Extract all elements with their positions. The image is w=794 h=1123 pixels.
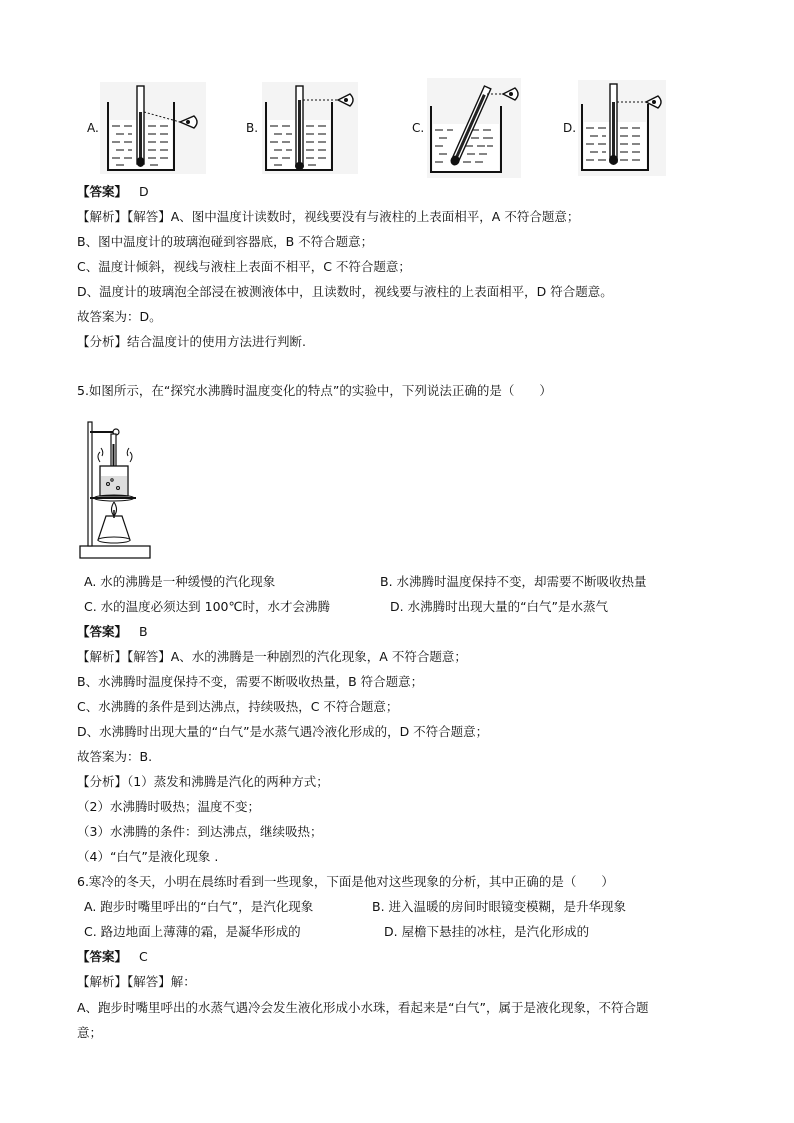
q5-analysis-line: B、水沸腾时温度保持不变，需要不断吸收热量，B 符合题意； <box>77 674 424 689</box>
thermometer-diagram-c <box>427 78 521 178</box>
answer-tag: 【答案】 <box>77 184 128 199</box>
q5-analysis-line: D、水沸腾时出现大量的“白气”是水蒸气遇冷液化形成的，D 不符合题意； <box>77 724 489 739</box>
q4-figure-a <box>100 82 206 174</box>
q6-option-b: B. 进入温暖的房间时眼镜变模糊，是升华现象 <box>372 899 627 914</box>
q4-figure-label-b: B. <box>246 121 259 135</box>
q5-analysis-line: 【解析】【解答】A、水的沸腾是一种剧烈的汽化现象，A 不符合题意； <box>77 649 467 664</box>
q6-option-d: D. 屋檐下悬挂的冰柱，是汽化形成的 <box>384 924 590 939</box>
q4-figure-d <box>578 80 666 176</box>
q5-analysis-line: C、水沸腾的条件是到达沸点，持续吸热，C 不符合题意； <box>77 699 399 714</box>
thermometer-diagram-a <box>100 82 206 174</box>
q5-analysis-line: （4）“白气”是液化现象 . <box>77 849 219 864</box>
answer-tag: 【答案】 <box>77 624 128 639</box>
q5-analysis-line: （3）水沸腾的条件：到达沸点，继续吸热； <box>77 824 323 839</box>
q4-analysis-line: B、图中温度计的玻璃泡碰到容器底，B 不符合题意； <box>77 234 374 249</box>
q5-analysis-line: （2）水沸腾时吸热；温度不变； <box>77 799 260 814</box>
answer-tag: 【答案】 <box>77 949 128 964</box>
q6-analysis-line: 意； <box>77 1025 103 1040</box>
q4-answer <box>77 184 149 200</box>
q5-stem: 5.如图所示，在“探究水沸腾时温度变化的特点”的实验中，下列说法正确的是（ ） <box>77 383 552 398</box>
q6-analysis-line: A、跑步时嘴里呼出的水蒸气遇冷会发生液化形成小水珠，看起来是“白气”，属于是液化现象，不符合题 <box>77 1000 649 1015</box>
boiling-apparatus-diagram <box>78 418 152 560</box>
q5-option-b: B. 水沸腾时温度保持不变，却需要不断吸收热量 <box>380 574 647 589</box>
answer-value: C <box>139 949 148 964</box>
q4-analysis-line: 故答案为：D。 <box>77 309 162 324</box>
q4-figure-b <box>262 82 358 174</box>
q5-option-a: A. 水的沸腾是一种缓慢的汽化现象 <box>84 574 276 589</box>
q4-fenxi: 【分析】结合温度计的使用方法进行判断. <box>77 334 306 349</box>
q5-answer <box>77 624 148 640</box>
q4-figure-label-c: C. <box>412 121 425 135</box>
q5-analysis-line: 故答案为：B. <box>77 749 153 764</box>
q4-figure-label-d: D. <box>563 121 577 135</box>
q4-analysis-line: 【解析】【解答】A、图中温度计读数时，视线要没有与液柱的上表面相平，A 不符合题意； <box>77 209 580 224</box>
q5-analysis-line: 【分析】（1）蒸发和沸腾是汽化的两种方式； <box>77 774 329 789</box>
q4-figure-label-a: A. <box>87 121 99 135</box>
q5-option-d: D. 水沸腾时出现大量的“白气”是水蒸气 <box>390 599 609 614</box>
q5-boiling-apparatus-figure <box>78 418 152 560</box>
q4-figure-c <box>427 78 521 178</box>
q6-answer <box>77 949 148 965</box>
q6-option-c: C. 路边地面上薄薄的霜，是凝华形成的 <box>84 924 301 939</box>
thermometer-diagram-d <box>578 80 666 176</box>
answer-value: D <box>139 184 149 199</box>
q6-option-a: A. 跑步时嘴里呼出的“白气”，是汽化现象 <box>84 899 314 914</box>
answer-value: B <box>139 624 148 639</box>
q4-analysis-line: C、温度计倾斜，视线与液柱上表面不相平，C 不符合题意； <box>77 259 411 274</box>
q6-analysis-line: 【解析】【解答】解： <box>77 974 196 989</box>
q5-option-c: C. 水的温度必须达到 100℃时，水才会沸腾 <box>84 599 331 614</box>
q6-stem: 6.寒冷的冬天，小明在晨练时看到一些现象，下面是他对这些现象的分析，其中正确的是（ ） <box>77 874 614 889</box>
thermometer-diagram-b <box>262 82 358 174</box>
q4-analysis-line: D、温度计的玻璃泡全部浸在被测液体中，且读数时，视线要与液柱的上表面相平，D 符合题意。 <box>77 284 613 299</box>
